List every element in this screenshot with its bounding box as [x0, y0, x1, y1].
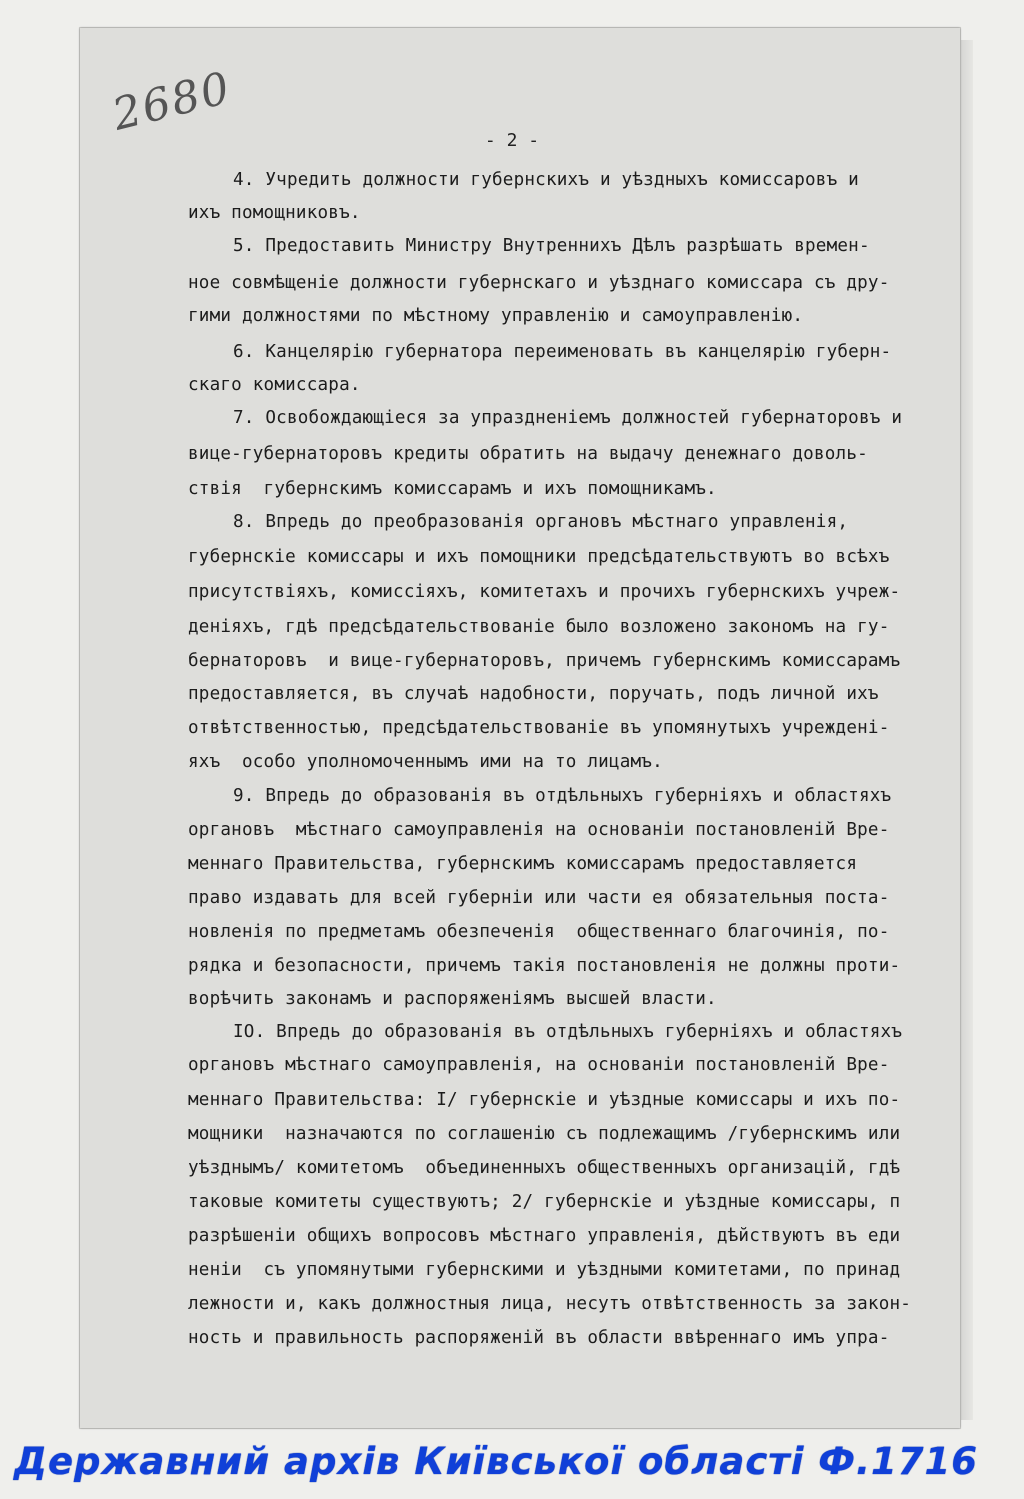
text-line: деніяхъ, гдѣ предсѣдательствованіе было возложено закономъ на гу-	[188, 617, 890, 637]
text-line: ность и правильность распоряженій въ области ввѣреннаго имъ упра-	[188, 1328, 890, 1348]
text-line: ствія губернскимъ комиссарамъ и ихъ помощникамъ.	[188, 479, 717, 499]
page-number: - 2 -	[484, 130, 540, 151]
text-line: органовъ мѣстнаго самоуправленія, на основаніи постановленій Вре-	[188, 1055, 890, 1075]
text-line: органовъ мѣстнаго самоуправленія на основаніи постановленій Вре-	[188, 820, 890, 840]
text-line: меннаго Правительства, губернскимъ комиссарамъ предоставляется	[188, 854, 858, 874]
text-line: 9. Впредь до образованія въ отдѣльныхъ губерніяхъ и областяхъ	[233, 786, 892, 806]
text-line: рядка и безопасности, причемъ такія постановленія не должны проти-	[188, 956, 901, 976]
text-line: новленія по предметамъ обезпеченія общественнаго благочинія, по-	[188, 922, 890, 942]
text-line: присутствіяхъ, комиссіяхъ, комитетахъ и прочихъ губернскихъ учреж-	[188, 582, 901, 602]
text-line: 4. Учредить должности губернскихъ и уѣздныхъ комиссаровъ и	[233, 170, 859, 190]
text-line: мощники назначаются по соглашенію съ подлежащимъ /губернскимъ или	[188, 1124, 901, 1144]
text-line: лежности и, какъ должностныя лица, несутъ отвѣтственность за закон-	[188, 1294, 912, 1314]
text-line: неніи съ упомянутыми губернскими и уѣздными комитетами, по принад	[188, 1260, 901, 1280]
text-line: вице-губернаторовъ кредиты обратить на выдачу денежнаго доволь-	[188, 444, 868, 464]
text-line: ихъ помощниковъ.	[188, 203, 361, 223]
text-line: скаго комиссара.	[188, 375, 361, 395]
text-line: IO. Впредь до образованія въ отдѣльныхъ губерніяхъ и областяхъ	[233, 1022, 903, 1042]
text-line: уѣзднымъ/ комитетомъ объединенныхъ общественныхъ организацій, гдѣ	[188, 1158, 901, 1178]
text-line: 7. Освобождающіеся за упраздненіемъ должностей губернаторовъ и	[233, 408, 903, 428]
text-line: таковые комитеты существуютъ; 2/ губернскіе и уѣздные комиссары, п	[188, 1192, 901, 1212]
text-line: 6. Канцелярію губернатора переименовать въ канцелярію губерн-	[233, 342, 892, 362]
text-line: право издавать для всей губерніи или части ея обязательныя поста-	[188, 888, 890, 908]
text-line: разрѣшеніи общихъ вопросовъ мѣстнаго управленія, дѣйствуютъ въ еди	[188, 1226, 901, 1246]
text-line: бернаторовъ и вице-губернаторовъ, причемъ губернскимъ комиссарамъ	[188, 651, 901, 671]
text-line: ворѣчить законамъ и распоряженіямъ высшей власти.	[188, 989, 717, 1009]
handwritten-archive-number: 2680	[107, 62, 237, 141]
text-line: губернскіе комиссары и ихъ помощники предсѣдательствуютъ во всѣхъ	[188, 547, 890, 567]
text-line: яхъ особо уполномоченнымъ ими на то лицамъ.	[188, 752, 663, 772]
text-line: ное совмѣщеніе должности губернскаго и уѣзднаго комиссара съ дру-	[188, 273, 890, 293]
text-line: 8. Впредь до преобразованія органовъ мѣстнаго управленія,	[233, 512, 849, 532]
text-line: 5. Предоставить Министру Внутреннихъ Дѣлъ разрѣшать времен-	[233, 236, 870, 256]
text-line: отвѣтственностью, предсѣдательствованіе въ упомянутыхъ учрежденi-	[188, 718, 890, 738]
text-line: гими должностями по мѣстному управленію и самоуправленію.	[188, 306, 804, 326]
text-line: меннаго Правительства: I/ губернскіе и уѣздные комиссары и ихъ по-	[188, 1090, 901, 1110]
archive-watermark: Державний архів Київської області Ф.1716	[14, 1440, 979, 1483]
text-line: предоставляется, въ случаѣ надобности, поручать, подъ личной ихъ	[188, 684, 879, 704]
